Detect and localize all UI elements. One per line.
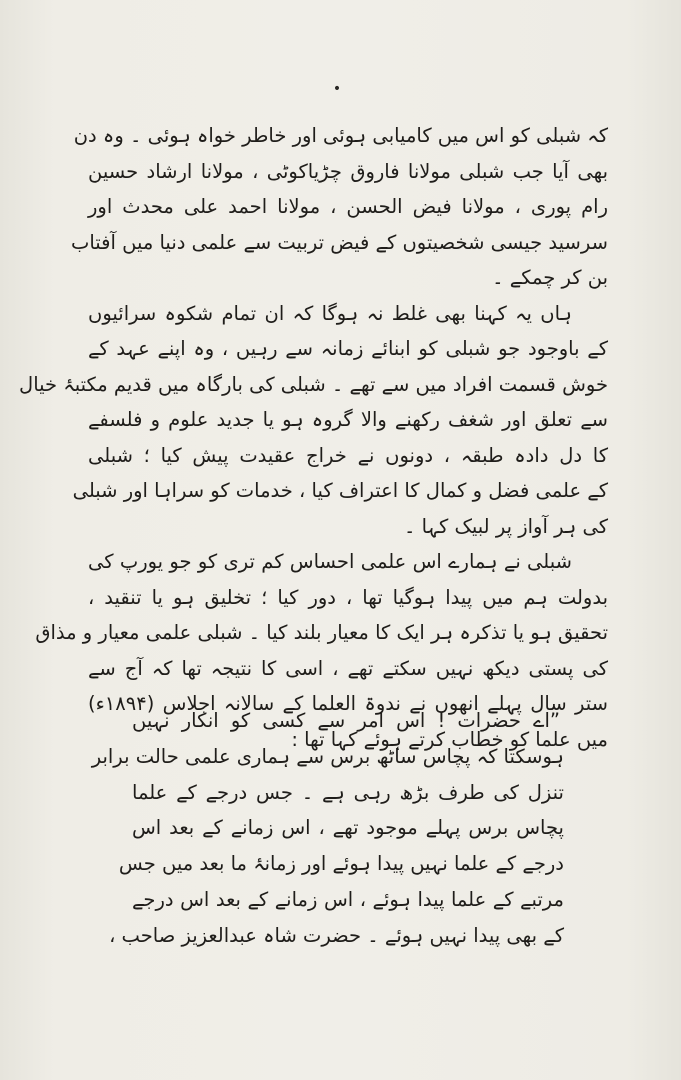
text-line: ہاں یہ کہنا بھی غلط نہ ہوگا کہ ان تمام شکوہ سرائیوں [88, 301, 572, 325]
text-line: کہ شبلی کو اس میں کامیابی ہوئی اور خاطر خواہ ہوئی ۔ وہ دن [73, 124, 608, 147]
page-mark: • [332, 81, 342, 97]
text-line: کی ہر آواز پر لبیک کہا ۔ [403, 514, 608, 538]
quote-line: کے بھی پیدا نہیں ہوئے ۔ حضرت شاہ عبدالعزیز صاحب ، [109, 923, 564, 947]
paragraph-1 [71, 118, 608, 296]
text-line: خوش قسمت افراد میں سے تھے ۔ شبلی کی بارگاہ میں قدیم مکتبۂ خیال [19, 372, 608, 396]
text-line: بھی آیا جب شبلی مولانا فاروق چڑیاکوٹی ، مولانا ارشاد حسین [88, 159, 608, 183]
text-line: بن کر چمکے ۔ [492, 266, 608, 289]
text-line: رام پوری ، مولانا فیض الحسن ، مولانا احمد علی محدث اور [88, 195, 608, 218]
text-line: ستر سال پہلے انھوں نے ندوۃ العلما کے سالانہ اجلاس (۱۸۹۴ء) [88, 692, 608, 715]
text-line: میں علما کو خطاب کرتے ہوئے کہا تھا : [291, 727, 608, 751]
quote-line: درجے کے علما نہیں پیدا ہوئے اور زمانۂ ما بعد میں جس [118, 852, 564, 876]
text-line: سرسید جیسی شخصیتوں کے فیض تربیت سے علمی دنیا میں آفتاب [71, 230, 608, 254]
quote-line: ہوسکتا کہ پچاس ساٹھ برس سے ہماری علمی حالت برابر [91, 744, 564, 768]
quote-line: پچاس برس پہلے موجود تھے ، اس زمانے کے بعد اس [132, 816, 564, 840]
body-text [19, 118, 608, 757]
paragraph-2 [19, 296, 608, 545]
text-line: شبلی نے ہمارے اس علمی احساس کم تری کو جو یورپ کی [88, 550, 572, 573]
quote-line: مرتبے کے علما پیدا ہوئے ، اس زمانے کے بعد اس درجے [132, 887, 564, 911]
quote-line: تنزل کی طرف بڑھ رہی ہے ۔ جس درجے کے علما [132, 780, 564, 804]
text-line: بدولت ہم میں پیدا ہوگیا تھا ، دور کیا ؛ تخلیق ہو یا تنقید ، [88, 585, 608, 609]
text-line: کے علمی فضل و کمال کا اعتراف کیا ، خدمات کو سراہا اور شبلی [72, 479, 608, 502]
text-line: کے باوجود جو شبلی کو ابنائے زمانہ سے رہیں ، وہ اپنے عہد کے [88, 337, 608, 360]
quote-line: ”اے حضرات ! اس امر سے کسی کو انکار نہیں [132, 709, 560, 732]
text-line: کی پستی دیکھ نہیں سکتے تھے ، اسی کا نتیجہ تھا کہ آج سے [88, 656, 608, 680]
text-line: سے تعلق اور شغف رکھنے والا گروہ ہو یا جدید علوم و فلسفے [88, 408, 608, 431]
text-line: تحقیق ہو یا تذکرہ ہر ایک کا معیار بلند کیا ۔ شبلی علمی معیار و مذاق [35, 621, 608, 644]
quotation [91, 703, 564, 954]
text-line: کا دل دادہ طبقہ ، دونوں نے خراج عقیدت پیش کیا ؛ شبلی [88, 443, 608, 467]
